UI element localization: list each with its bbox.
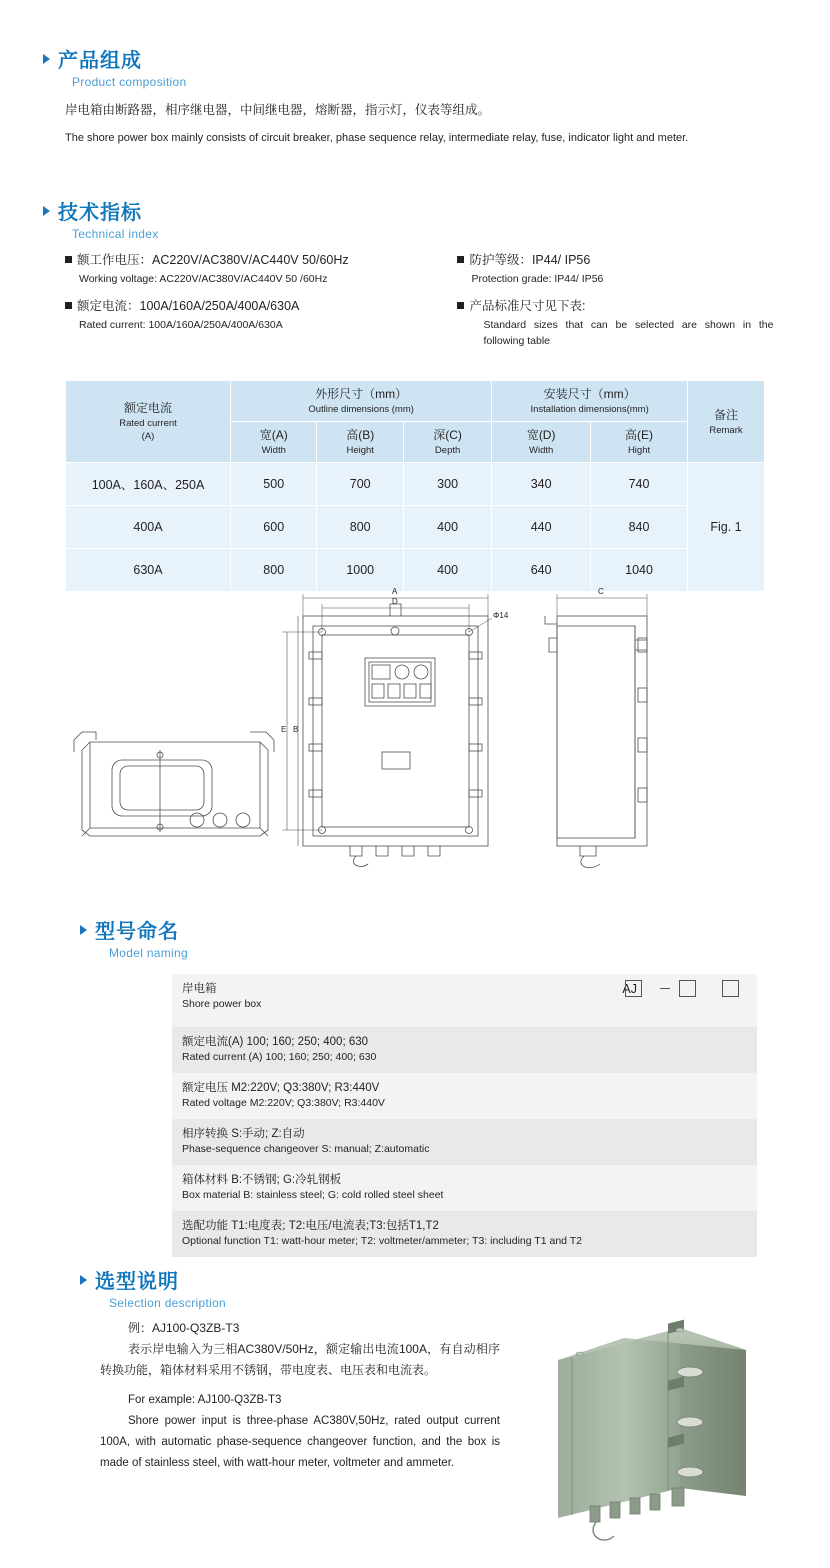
section-heading-product-composition bbox=[43, 44, 186, 89]
section-title-cn: 产品组成 bbox=[58, 50, 142, 72]
selection-text-en: Shore power input is three-phase AC380V,50Hz, rated output current 100A, with automatic phase-sequence changeover function, and the box is made of stainless steel, with watt-hour meter, voltmeter and ammeter. bbox=[100, 1415, 500, 1469]
cell-height-b: 700 bbox=[317, 463, 404, 506]
model-code-prefix: AJ bbox=[622, 982, 637, 996]
header-en: Rated current bbox=[119, 418, 177, 429]
dim-label-a: A bbox=[392, 587, 398, 596]
cell-height-e: 840 bbox=[591, 506, 688, 549]
cell-depth-c: 400 bbox=[403, 506, 491, 549]
code-box-1[interactable] bbox=[625, 980, 642, 997]
table-row bbox=[66, 506, 765, 549]
technical-index-items bbox=[65, 252, 805, 360]
drawing-front-view bbox=[282, 594, 492, 866]
header-cn: 额定电流 bbox=[123, 401, 172, 415]
specification-table bbox=[65, 380, 765, 592]
dim-label-hole: Φ14 bbox=[493, 611, 509, 620]
row-text-cn: 额定电压 M2:220V; Q3:380V; R3:440V bbox=[182, 1082, 380, 1094]
row-text-en: Shore power box bbox=[182, 998, 262, 1010]
table-body bbox=[66, 463, 765, 592]
drawing-svg bbox=[60, 580, 775, 870]
section-heading-model-naming bbox=[80, 915, 188, 960]
cell-rated-current: 100A、160A、250A bbox=[66, 463, 231, 506]
header-en: Installation dimensions(mm) bbox=[530, 404, 649, 415]
section-heading-technical-index bbox=[43, 196, 159, 241]
model-naming-row bbox=[172, 974, 757, 1027]
item-text-en: Protection grade: IP44/ IP56 bbox=[471, 273, 604, 285]
technical-index-column-left bbox=[65, 252, 415, 344]
section-title-cn: 型号命名 bbox=[95, 921, 179, 943]
item-text-en: Standard sizes that can be selected are shown in the following table bbox=[483, 319, 774, 347]
row-text-en: Phase-sequence changeover S: manual; Z:automatic bbox=[182, 1143, 430, 1155]
header-en: Remark bbox=[709, 424, 743, 436]
item-text-cn: 额定电流：100A/160A/250A/400A/630A bbox=[77, 299, 300, 313]
section-title-en: Product composition bbox=[72, 75, 187, 89]
selection-example-cn: 例：AJ100-Q3ZB-T3 bbox=[128, 1321, 240, 1335]
cell-width-a: 500 bbox=[231, 463, 317, 506]
subheader-depth-c: 深(C) Depth bbox=[403, 422, 491, 463]
table-row bbox=[66, 463, 765, 506]
section-heading-selection-description bbox=[80, 1265, 226, 1310]
dim-label-e: E bbox=[281, 725, 287, 734]
cell-depth-c: 300 bbox=[403, 463, 491, 506]
row-text-cn: 箱体材料 B:不锈钢; G:冷轧钢板 bbox=[182, 1174, 342, 1186]
arrow-icon bbox=[80, 1275, 87, 1285]
technical-index-item bbox=[457, 252, 797, 287]
table-header-row bbox=[66, 381, 765, 422]
cell-height-b: 800 bbox=[317, 506, 404, 549]
header-outline-dimensions bbox=[231, 381, 492, 422]
item-text-en: Rated current: 100A/160A/250A/400A/630A bbox=[79, 319, 283, 331]
dim-label-d: D bbox=[392, 597, 398, 606]
row-text-cn: 额定电流(A) 100; 160; 250; 400; 630 bbox=[182, 1036, 369, 1048]
section-title-en: Selection description bbox=[109, 1296, 227, 1310]
cell-rated-current: 400A bbox=[66, 506, 231, 549]
technical-index-item bbox=[65, 252, 415, 287]
header-cn: 备注 bbox=[713, 407, 738, 422]
cell-height-e: 740 bbox=[591, 463, 688, 506]
cell-height-b: 1000 bbox=[317, 549, 404, 592]
model-naming-row bbox=[172, 1073, 757, 1119]
bullet-square-icon bbox=[457, 302, 464, 309]
selection-description-body bbox=[100, 1318, 500, 1474]
code-dash bbox=[660, 988, 670, 989]
table-header bbox=[66, 381, 765, 463]
cell-depth-c: 400 bbox=[403, 549, 491, 592]
header-installation-dimensions bbox=[492, 381, 688, 422]
header-cn: 安装尺寸（mm） bbox=[543, 387, 636, 401]
model-naming-row bbox=[172, 1165, 757, 1211]
dim-label-c: C bbox=[598, 587, 604, 596]
product-composition-text-cn: 岸电箱由断路器，相序继电器，中间继电器，熔断器，指示灯，仪表等组成。 bbox=[65, 103, 491, 117]
header-unit: (A) bbox=[141, 431, 155, 442]
bullet-square-icon bbox=[65, 302, 72, 309]
bullet-square-icon bbox=[65, 256, 72, 263]
product-photo-svg bbox=[530, 1310, 780, 1550]
row-text-en: Rated current (A) 100; 160; 250; 400; 630 bbox=[182, 1051, 377, 1063]
model-naming-row bbox=[172, 1027, 757, 1073]
section-title-en: Technical index bbox=[72, 227, 159, 241]
header-cn: 外形尺寸（mm） bbox=[315, 387, 408, 401]
row-text-en: Rated voltage M2:220V; Q3:380V; R3:440V bbox=[182, 1097, 385, 1109]
technical-index-item bbox=[65, 298, 415, 333]
item-text-cn: 额工作电压：AC220V/AC380V/AC440V 50/60Hz bbox=[77, 253, 349, 267]
subheader-width-d: 宽(D) Width bbox=[492, 422, 591, 463]
cell-width-a: 800 bbox=[231, 549, 317, 592]
item-text-en: Working voltage: AC220V/AC380V/AC440V 50 /60Hz bbox=[79, 273, 328, 285]
code-box-3[interactable] bbox=[722, 980, 739, 997]
technical-drawings bbox=[60, 580, 775, 870]
selection-example-en: For example: AJ100-Q3ZB-T3 bbox=[128, 1394, 282, 1406]
cell-remark: Fig. 1 bbox=[688, 463, 765, 592]
bullet-square-icon bbox=[457, 256, 464, 263]
model-naming-row bbox=[172, 1119, 757, 1165]
model-naming-table bbox=[172, 974, 757, 1257]
model-code-boxes bbox=[603, 980, 739, 998]
header-remark bbox=[688, 381, 765, 463]
selection-text-cn: 表示岸电输入为三相AC380V/50Hz，额定输出电流100A，有自动相序转换功能，箱体材料采用不锈钢，带电度表、电压表和电流表。 bbox=[100, 1342, 500, 1377]
arrow-icon bbox=[43, 206, 50, 216]
section-title-cn: 技术指标 bbox=[58, 202, 142, 224]
cell-rated-current: 630A bbox=[66, 549, 231, 592]
cell-width-d: 640 bbox=[492, 549, 591, 592]
product-composition-text-en: The shore power box mainly consists of circuit breaker, phase sequence relay, intermediate relay, fuse, indicator light and meter. bbox=[65, 132, 689, 144]
header-en: Outline dimensions (mm) bbox=[308, 404, 414, 415]
header-rated-current bbox=[66, 381, 231, 463]
arrow-icon bbox=[43, 54, 50, 64]
row-text-en: Box material B: stainless steel; G: cold rolled steel sheet bbox=[182, 1189, 444, 1201]
row-text-cn: 相序转换 S:手动; Z:自动 bbox=[182, 1128, 305, 1140]
cell-width-a: 600 bbox=[231, 506, 317, 549]
section-title-cn: 选型说明 bbox=[95, 1271, 179, 1293]
product-photo bbox=[530, 1310, 780, 1550]
model-naming-row bbox=[172, 1211, 757, 1257]
subheader-height-b: 高(B) Height bbox=[317, 422, 404, 463]
item-text-cn: 防护等级：IP44/ IP56 bbox=[469, 253, 591, 267]
arrow-icon bbox=[80, 925, 87, 935]
technical-index-item bbox=[457, 298, 797, 349]
row-text-cn: 选配功能 T1:电度表; T2:电压/电流表;T3:包括T1,T2 bbox=[182, 1220, 439, 1232]
item-text-cn: 产品标准尺寸见下表: bbox=[469, 299, 586, 313]
subheader-width-a: 宽(A) Width bbox=[231, 422, 317, 463]
technical-index-column-right bbox=[457, 252, 797, 360]
cell-width-d: 340 bbox=[492, 463, 591, 506]
drawing-top-view bbox=[74, 732, 274, 836]
drawing-side-view bbox=[545, 594, 647, 868]
row-text-en: Optional function T1: watt-hour meter; T2: voltmeter/ammeter; T3: including T1 and T2 bbox=[182, 1235, 582, 1247]
cell-width-d: 440 bbox=[492, 506, 591, 549]
code-box-2[interactable] bbox=[679, 980, 696, 997]
dim-label-b: B bbox=[293, 725, 299, 734]
product-composition-body bbox=[65, 100, 785, 148]
row-text-cn: 岸电箱 bbox=[182, 983, 217, 995]
subheader-height-e: 高(E) Hight bbox=[591, 422, 688, 463]
section-title-en: Model naming bbox=[109, 946, 188, 960]
cell-height-e: 1040 bbox=[591, 549, 688, 592]
